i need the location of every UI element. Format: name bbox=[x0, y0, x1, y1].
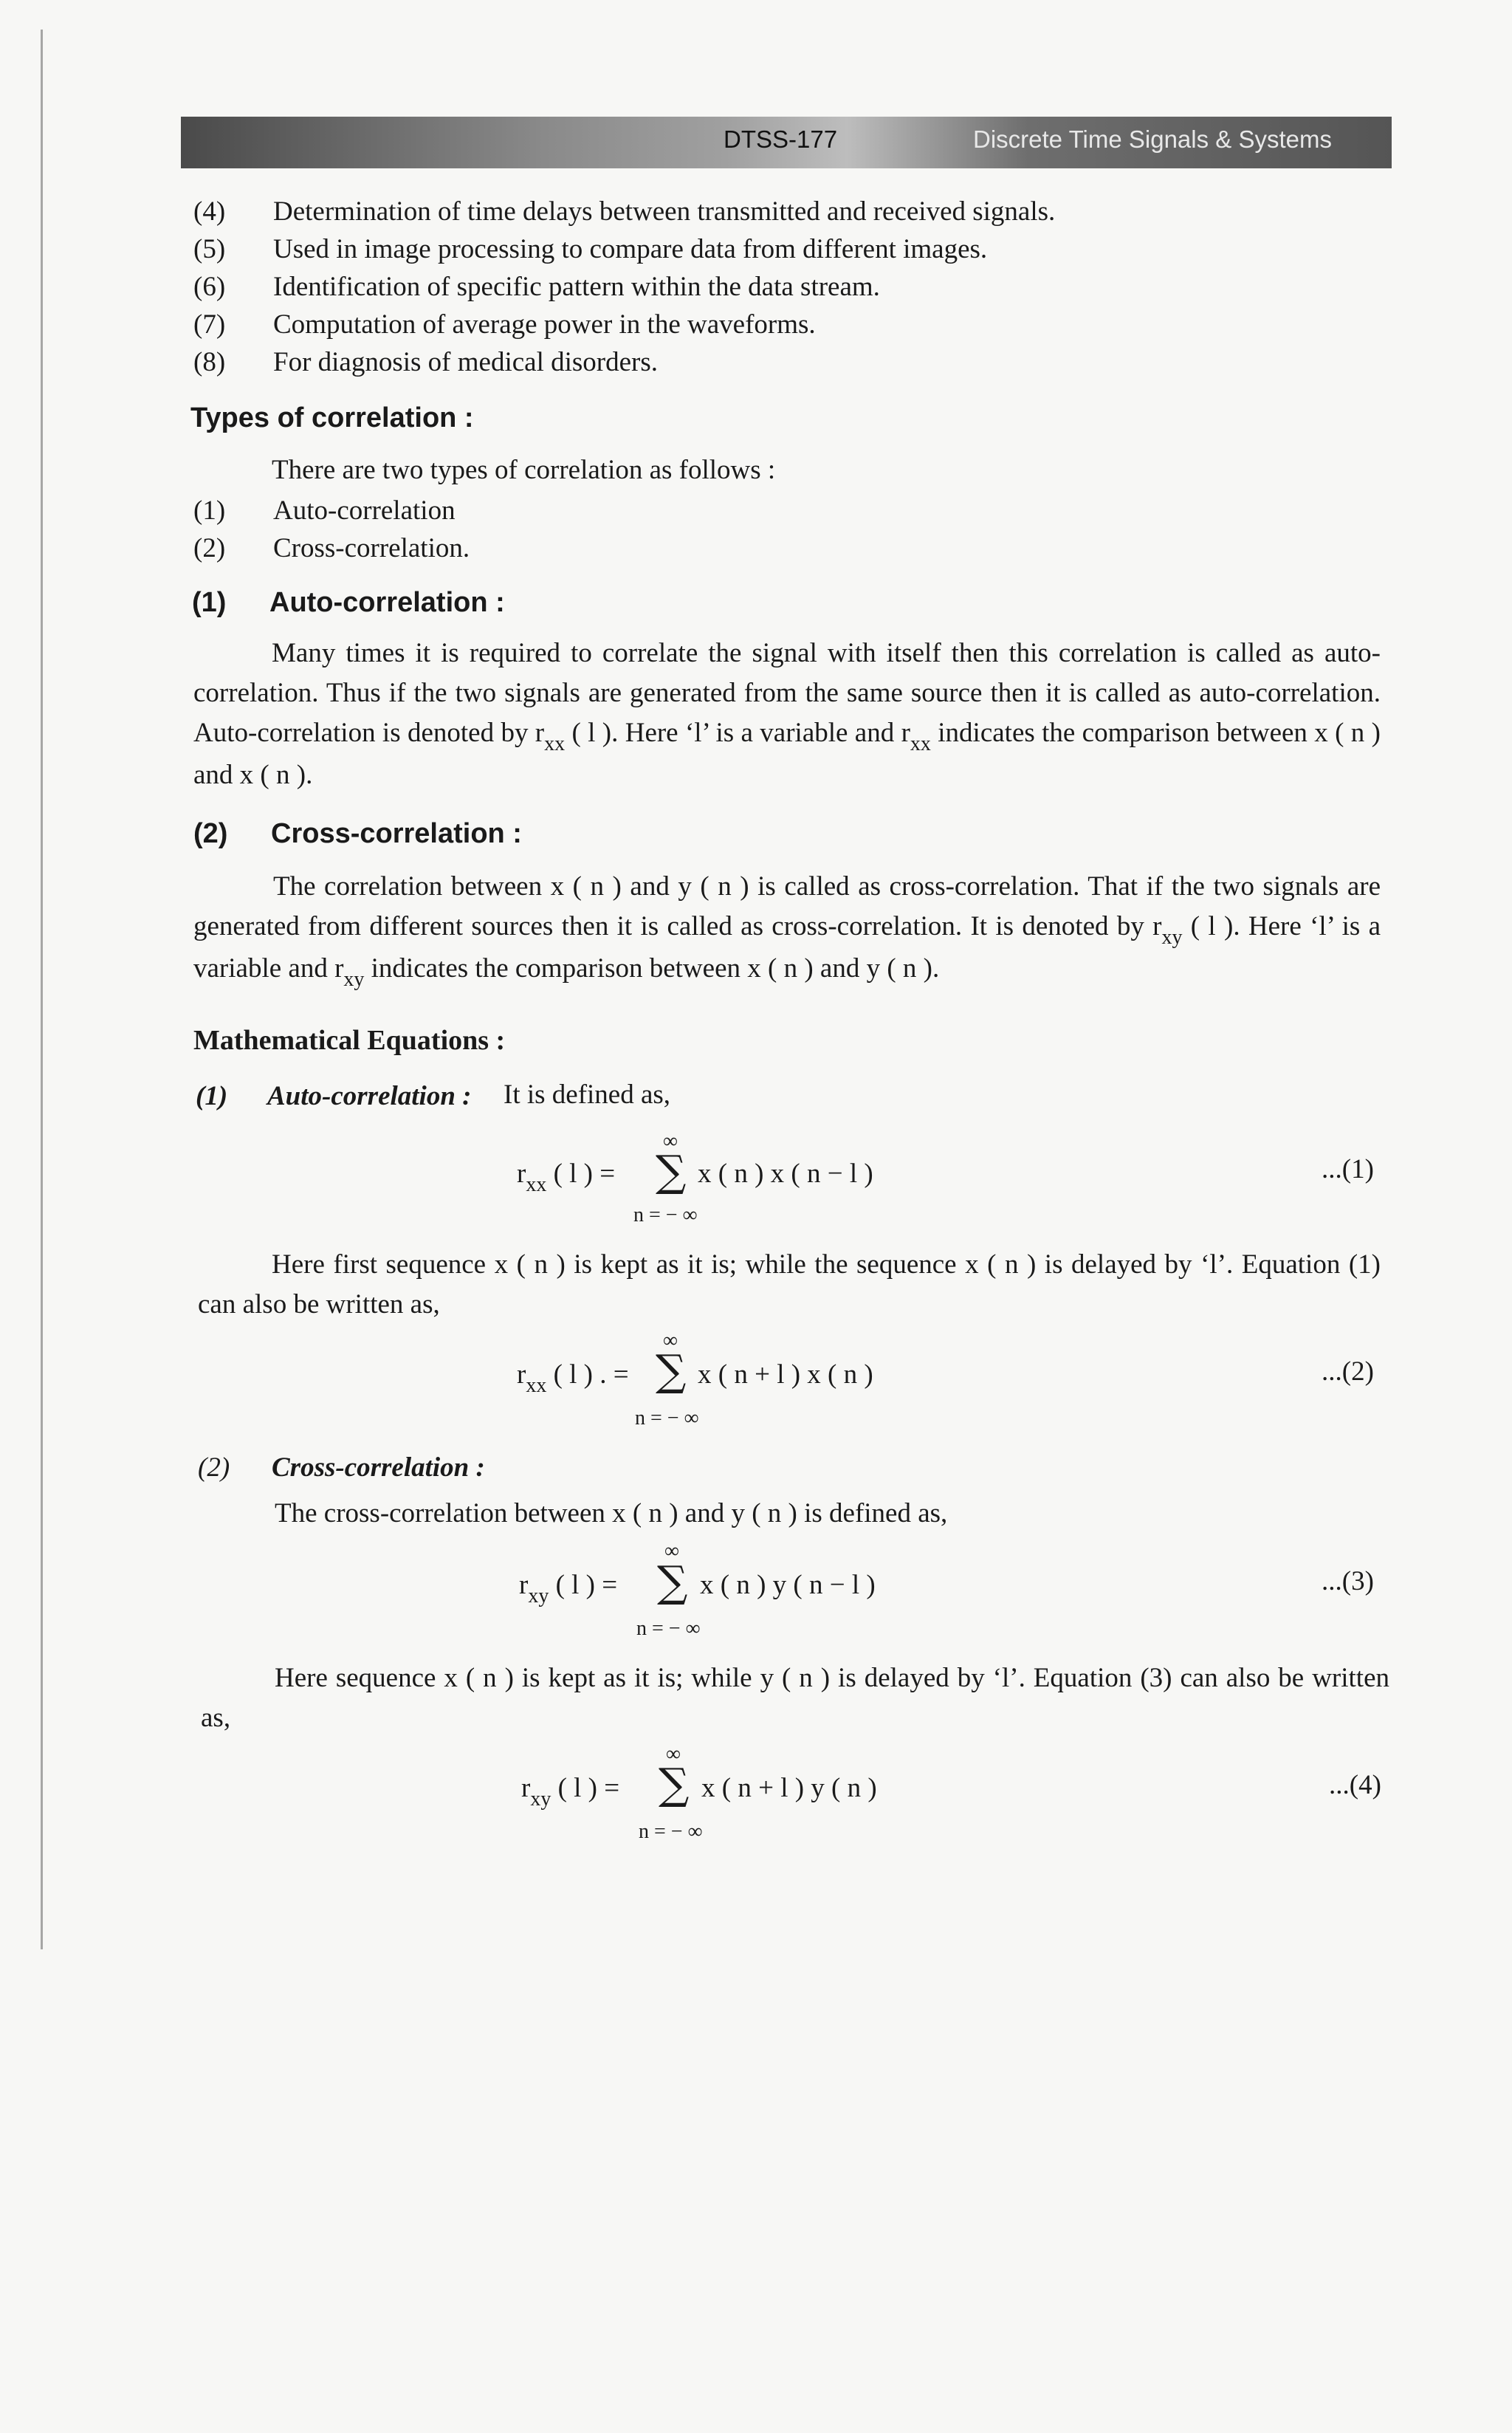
sum-lower-limit: n = − ∞ bbox=[635, 1407, 699, 1430]
summation-icon: ∑ bbox=[656, 1345, 687, 1396]
sum-upper-limit: ∞ bbox=[663, 1329, 678, 1352]
list-item: Computation of average power in the waveforms. bbox=[273, 309, 816, 340]
eq-symbol: r bbox=[521, 1773, 531, 1803]
cross-correlation-paragraph bbox=[193, 867, 1381, 991]
eq-lhs bbox=[521, 1772, 620, 1811]
auto-correlation-heading: Auto-correlation : bbox=[269, 587, 505, 618]
list-number: (5) bbox=[193, 234, 226, 264]
summation-icon: ∑ bbox=[657, 1557, 688, 1607]
list-item: For diagnosis of medical disorders. bbox=[273, 347, 658, 377]
section-number: (1) bbox=[192, 587, 227, 618]
sum-upper-limit: ∞ bbox=[664, 1540, 679, 1562]
eq-arg: ( l ) = bbox=[553, 1159, 616, 1189]
equation-number: ...(3) bbox=[1322, 1566, 1374, 1596]
eq3-explanation: Here sequence x ( n ) is kept as it is; while y ( n ) is delayed by ‘l’. Equation (3) can also be written as, bbox=[201, 1663, 1389, 1733]
header-book-code: DTSS-177 bbox=[724, 126, 838, 153]
math-cross-label: Cross-correlation : bbox=[272, 1452, 485, 1483]
section-number: (2) bbox=[198, 1452, 230, 1483]
eq-arg: ( l ) = bbox=[555, 1570, 618, 1600]
sum-lower-limit: n = − ∞ bbox=[636, 1617, 701, 1640]
subscript: xx bbox=[910, 732, 931, 755]
list-number: (7) bbox=[193, 309, 226, 340]
list-number: (4) bbox=[193, 196, 226, 227]
sum-upper-limit: ∞ bbox=[666, 1743, 681, 1765]
subscript: xx bbox=[526, 1374, 547, 1397]
list-number: (1) bbox=[193, 495, 226, 526]
sum-lower-limit: n = − ∞ bbox=[639, 1820, 703, 1843]
section-number: (2) bbox=[193, 818, 228, 849]
eq-rhs: x ( n + l ) y ( n ) bbox=[701, 1773, 877, 1803]
list-item: Determination of time delays between transmitted and received signals. bbox=[273, 196, 1056, 227]
summation-icon: ∑ bbox=[656, 1146, 687, 1196]
eq-arg: ( l ) . = bbox=[553, 1359, 629, 1390]
subscript: xy bbox=[1161, 926, 1183, 949]
auto-correlation-paragraph bbox=[193, 634, 1381, 795]
text-run: The correlation between x ( n ) and y ( n ) is called as cross-correlation. That if the two signals are generated from different sources then it is called as cross-correlation. It is denoted by r bbox=[193, 871, 1381, 941]
subscript: xx bbox=[544, 732, 566, 755]
types-heading: Types of correlation : bbox=[190, 402, 474, 433]
section-number: (1) bbox=[196, 1081, 228, 1111]
eq1-explanation: Here first sequence x ( n ) is kept as it is; while the sequence x ( n ) is delayed by ‘l’. Equation (1) can also be written as, bbox=[198, 1249, 1381, 1320]
text-run: Many times it is required to correlate the signal with itself then this correlation is called as auto-correlation. Thus if the two signals are generated from the same source then it is called as auto-correlation. Auto-correlation is denoted by r bbox=[193, 638, 1381, 748]
subscript: xx bbox=[526, 1173, 547, 1196]
scan-margin-line bbox=[41, 30, 43, 1949]
list-item: Cross-correlation. bbox=[273, 533, 470, 563]
equation-number: ...(1) bbox=[1322, 1154, 1374, 1184]
eq-rhs: x ( n + l ) x ( n ) bbox=[698, 1359, 873, 1390]
math-heading: Mathematical Equations : bbox=[193, 1025, 506, 1056]
subscript: xy bbox=[343, 968, 365, 991]
text-run: ( l ). Here ‘l’ is a variable and r bbox=[193, 911, 1381, 984]
header-chapter-title: Discrete Time Signals & Systems bbox=[973, 126, 1332, 153]
text-run: indicates the comparison between x ( n ) and y ( n ). bbox=[364, 953, 940, 984]
eq-lhs bbox=[517, 1359, 629, 1397]
eq-lhs bbox=[517, 1158, 616, 1196]
equation-number: ...(2) bbox=[1322, 1356, 1374, 1387]
equation-number: ...(4) bbox=[1329, 1770, 1381, 1800]
math-auto-label: Auto-correlation : bbox=[267, 1081, 472, 1111]
list-number: (8) bbox=[193, 347, 226, 377]
eq-symbol: r bbox=[517, 1359, 526, 1390]
eq-rhs: x ( n ) x ( n − l ) bbox=[698, 1159, 873, 1189]
list-number: (6) bbox=[193, 272, 226, 302]
sum-upper-limit: ∞ bbox=[663, 1130, 678, 1153]
cross-definition: The cross-correlation between x ( n ) and y ( n ) is defined as, bbox=[275, 1498, 948, 1528]
eq-symbol: r bbox=[517, 1159, 526, 1189]
summation-icon: ∑ bbox=[659, 1759, 690, 1809]
subscript: xy bbox=[528, 1585, 549, 1607]
sum-lower-limit: n = − ∞ bbox=[633, 1204, 698, 1226]
list-item: Auto-correlation bbox=[273, 495, 456, 526]
list-item: Used in image processing to compare data from different images. bbox=[273, 234, 988, 264]
text-run: ( l ). Here ‘l’ is a variable and r bbox=[565, 718, 910, 748]
list-item: Identification of specific pattern within the data stream. bbox=[273, 272, 880, 302]
eq-rhs: x ( n ) y ( n − l ) bbox=[700, 1570, 876, 1600]
eq-symbol: r bbox=[519, 1570, 529, 1600]
cross-correlation-heading: Cross-correlation : bbox=[271, 818, 522, 849]
list-number: (2) bbox=[193, 533, 226, 563]
eq-arg: ( l ) = bbox=[557, 1773, 620, 1803]
math-auto-text: It is defined as, bbox=[504, 1080, 671, 1110]
subscript: xy bbox=[530, 1788, 551, 1811]
text-run: indicates the comparison between x ( n ) and x ( n ). bbox=[193, 718, 1381, 790]
types-intro: There are two types of correlation as follows : bbox=[272, 455, 776, 485]
eq-lhs bbox=[519, 1569, 618, 1607]
